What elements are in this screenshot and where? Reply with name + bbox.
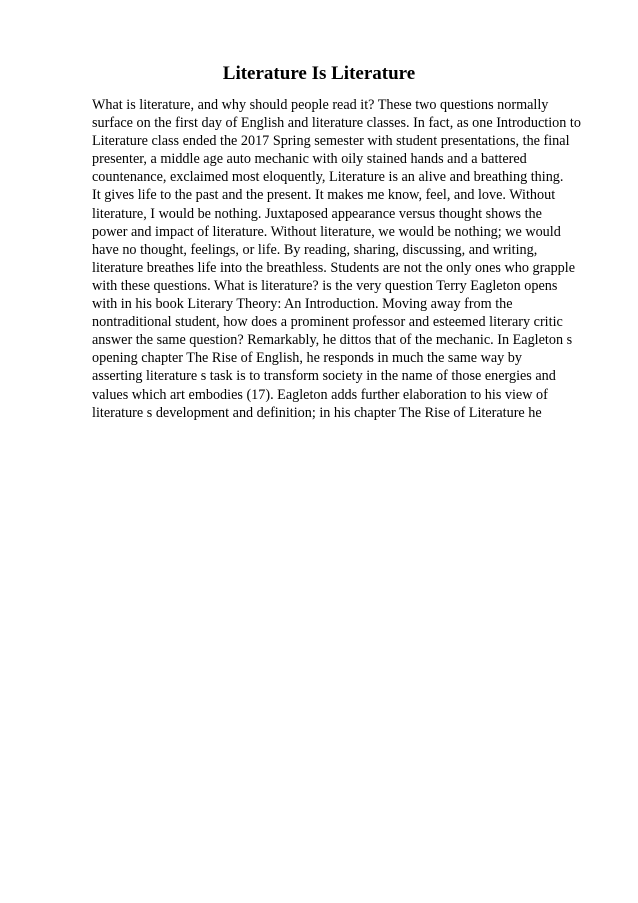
body-line: It gives life to the past and the present. It makes me know, feel, and love. Without: [92, 187, 556, 204]
body-line: literature s development and definition; in his chapter The Rise of Literature he: [92, 404, 542, 421]
document-body: [92, 96, 612, 422]
body-line: nontraditional student, how does a prominent professor and esteemed literary critic: [92, 314, 563, 331]
body-line: asserting literature s task is to transform society in the name of those energies and: [92, 368, 556, 385]
body-line: countenance, exclaimed most eloquently, Literature is an alive and breathing thing.: [92, 169, 564, 186]
body-line: with in his book Literary Theory: An Introduction. Moving away from the: [92, 296, 513, 313]
body-line: answer the same question? Remarkably, he dittos that of the mechanic. In Eagleton s: [92, 332, 573, 349]
document-title: Literature Is Literature: [222, 63, 416, 84]
body-line: values which art embodies (17). Eagleton adds further elaboration to his view of: [92, 386, 548, 403]
body-line: surface on the first day of English and literature classes. In fact, as one Introduction to: [92, 115, 581, 132]
body-line: presenter, a middle age auto mechanic with oily stained hands and a battered: [92, 151, 527, 168]
body-line: Literature class ended the 2017 Spring semester with student presentations, the final: [92, 133, 570, 150]
body-line: power and impact of literature. Without literature, we would be nothing; we would: [92, 223, 561, 240]
body-line: literature breathes life into the breathless. Students are not the only ones who grapple: [92, 259, 576, 276]
body-line: opening chapter The Rise of English, he responds in much the same way by: [92, 350, 522, 367]
body-line: What is literature, and why should people read it? These two questions normally: [92, 97, 549, 113]
body-line: with these questions. What is literature? is the very question Terry Eagleton opens: [92, 277, 558, 294]
body-line: have no thought, feelings, or life. By reading, sharing, discussing, and writing,: [92, 241, 538, 258]
body-line: literature, I would be nothing. Juxtaposed appearance versus thought shows the: [92, 205, 542, 222]
